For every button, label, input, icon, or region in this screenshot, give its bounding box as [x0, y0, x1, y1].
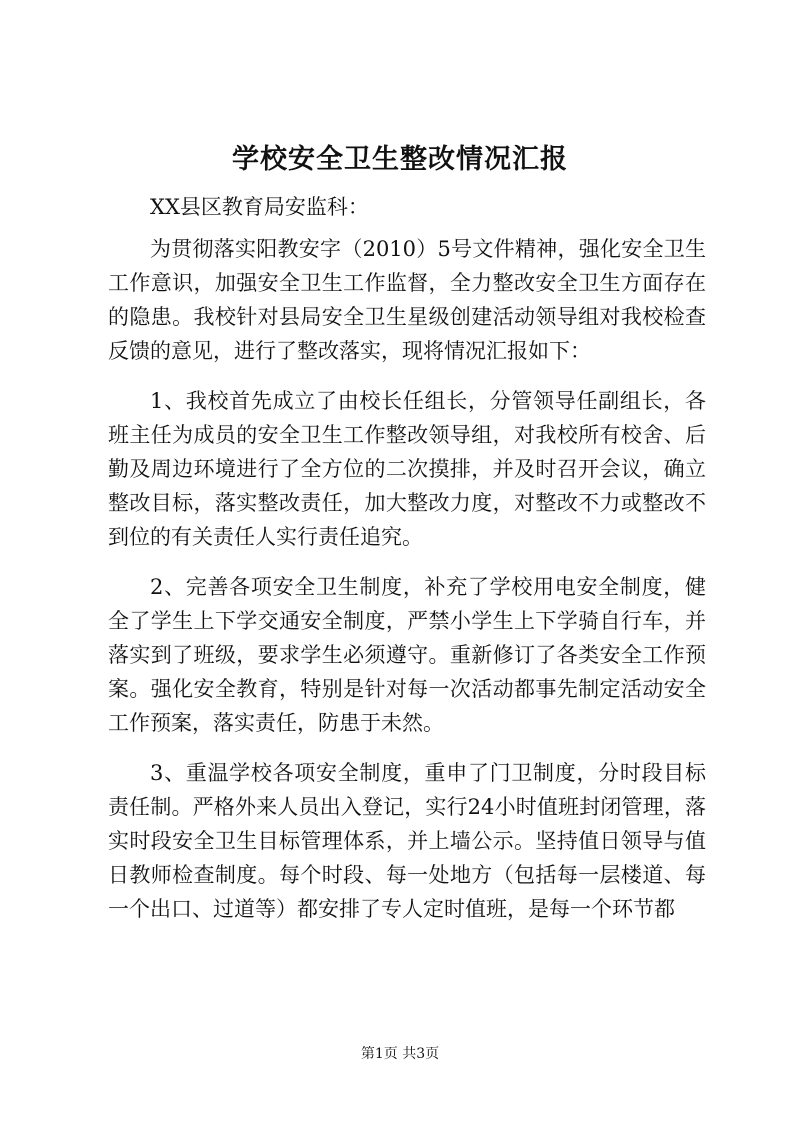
- paragraph-item-2: 2、完善各项安全卫生制度，补充了学校用电安全制度，健全了学生上下学交通安全制度，严禁小学生上下学骑自行车，并落实到了班级，要求学生必须遵守。重新修订了各类安全工作预案。强化安全教育，特别是针对每一次活动都事先制定活动安全工作预案，落实责任，防患于未然。: [108, 575, 706, 735]
- page-number-footer: 第1页 共3页: [360, 1046, 440, 1062]
- salutation: XX县区教育局安监科：: [150, 195, 369, 219]
- paragraph-item-1: 1、我校首先成立了由校长任组长，分管领导任副组长，各班主任为成员的安全卫生工作整改领导组，对我校所有校舍、后勤及周边环境进行了全方位的二次摸排，并及时召开会议，确立整改目标，落实整改责任，加大整改力度，对整改不力或整改不到位的有关责任人实行责任追究。: [108, 389, 706, 549]
- document-body: [108, 190, 706, 926]
- document-title: 学校安全卫生整改情况汇报: [232, 144, 568, 175]
- paragraph-item-3: 3、重温学校各项安全制度，重申了门卫制度，分时段目标责任制。严格外来人员出入登记，实行24小时值班封闭管理，落实时段安全卫生目标管理体系，并上墙公示。坚持值日领导与值日教师检查制度。每个时段、每一处地方（包括每一层楼道、每一个出口、过道等）都安排了专人定时值班，是每一个环节都: [108, 761, 706, 921]
- paragraph-intro: 为贯彻落实阳教安字（2010）5号文件精神，强化安全卫生工作意识，加强安全卫生工作监督，全力整改安全卫生方面存在的隐患。我校针对县局安全卫生星级创建活动领导组对我校检查反馈的意见，进行了整改落实，现将情况汇报如下：: [108, 237, 706, 363]
